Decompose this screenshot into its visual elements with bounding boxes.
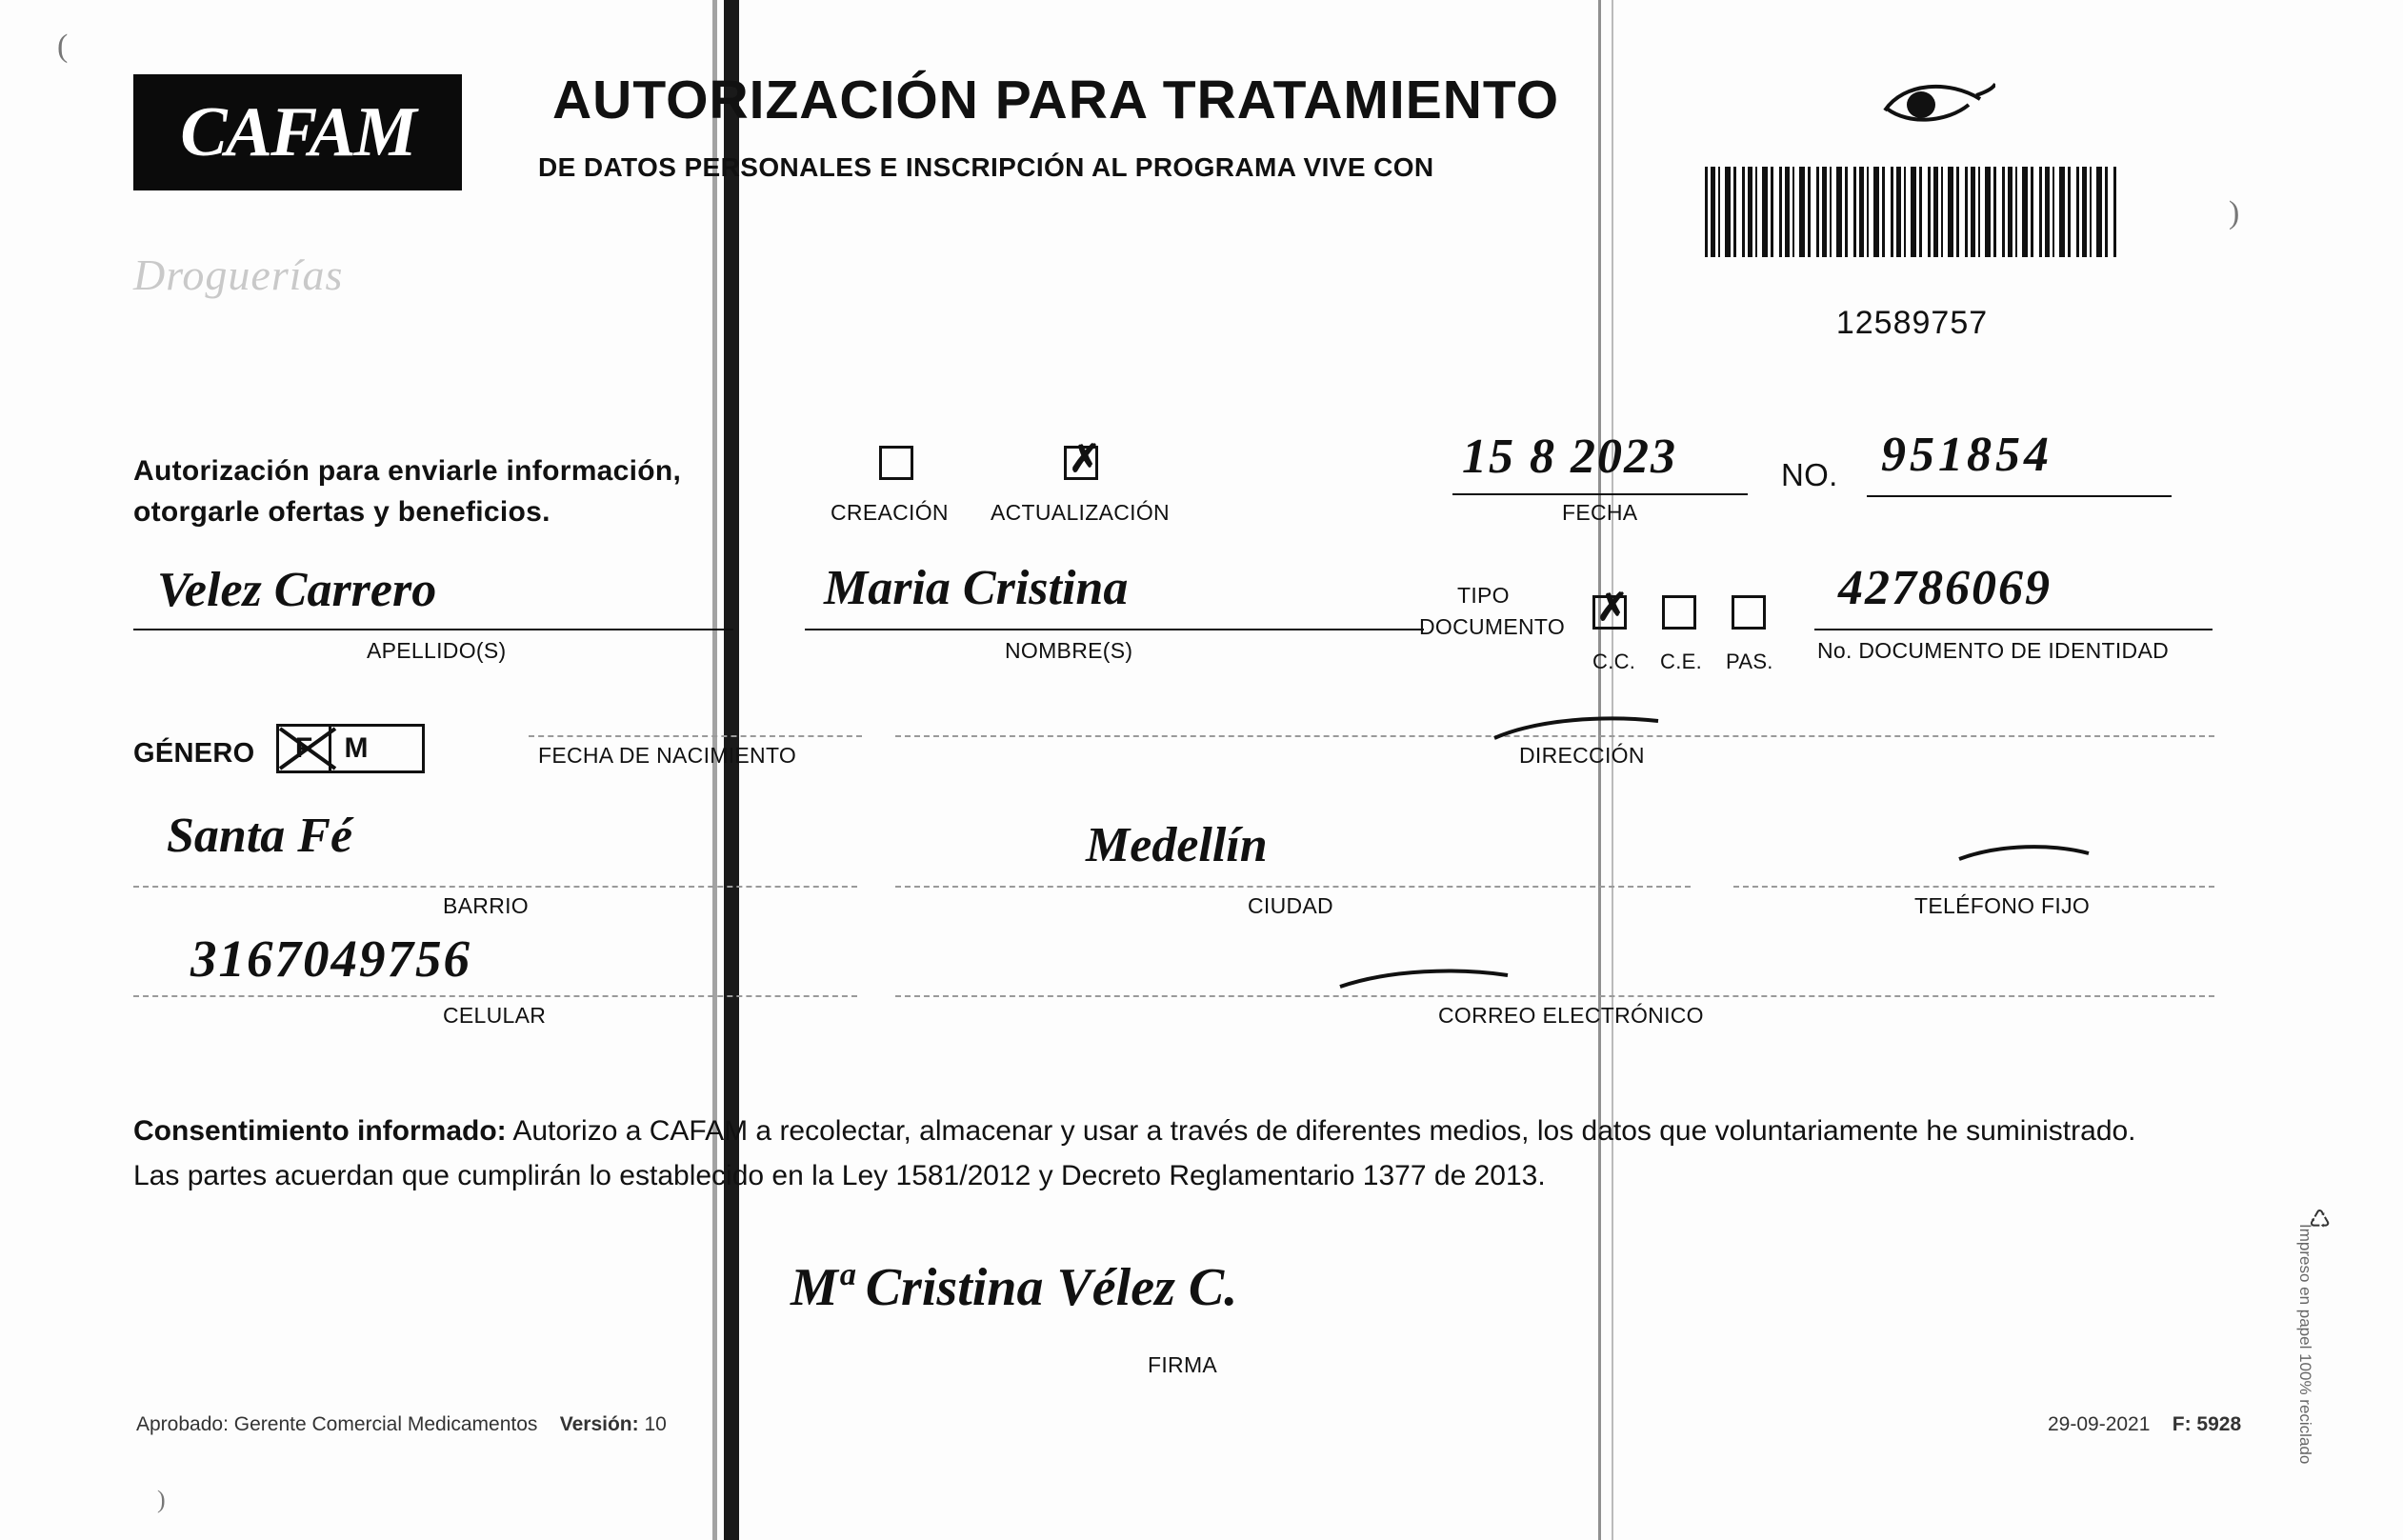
- label-celular: CELULAR: [443, 1003, 547, 1028]
- numero-value: 951854: [1881, 428, 2053, 482]
- label-fecha: FECHA: [1562, 500, 1638, 525]
- label-ciudad: CIUDAD: [1248, 893, 1333, 918]
- apellido-rule: [133, 629, 733, 630]
- label-correo: CORREO ELECTRÓNICO: [1438, 1003, 1704, 1028]
- footer-code: F: 5928: [2172, 1413, 2242, 1435]
- documento-value: 42786069: [1838, 561, 2052, 615]
- consent-heading: Consentimiento informado:: [133, 1115, 507, 1147]
- genero-option-m[interactable]: M: [344, 732, 369, 764]
- numero-rule: [1867, 495, 2172, 497]
- label-actualizacion: ACTUALIZACIÓN: [991, 500, 1170, 525]
- checkbox-pas[interactable]: [1732, 595, 1766, 630]
- footer-version-value: 10: [644, 1413, 667, 1435]
- footer-left: [136, 1413, 667, 1436]
- eye-doodle-icon: [1881, 76, 1995, 133]
- scan-artifact-band-thin: [712, 0, 717, 1540]
- page-title: AUTORIZACIÓN PARA TRATAMIENTO: [552, 70, 1560, 130]
- label-fecha-nacimiento: FECHA DE NACIMIENTO: [538, 743, 797, 768]
- label-pas: PAS.: [1726, 650, 1773, 673]
- recycle-icon: ♺: [2309, 1205, 2332, 1233]
- page-subtitle: DE DATOS PERSONALES E INSCRIPCIÓN AL PROGRAMA VIVE CON: [538, 152, 1434, 182]
- label-firma: FIRMA: [1148, 1352, 1218, 1377]
- label-ce: C.E.: [1660, 650, 1702, 673]
- footer-aprobado-value: Gerente Comercial Medicamentos: [233, 1413, 538, 1435]
- label-telefono-fijo: TELÉFONO FIJO: [1914, 893, 2091, 918]
- checkbox-actualizacion-mark: ✗: [1069, 438, 1101, 480]
- footer-date: 29-09-2021: [2048, 1413, 2151, 1435]
- cafam-logo-text: CAFAM: [180, 92, 415, 171]
- barcode-number: 12589757: [1835, 305, 1989, 341]
- barrio-value: Santa Fé: [167, 809, 353, 863]
- edge-mark-bottom: ): [157, 1486, 166, 1513]
- label-tipo-documento-line1: TIPO: [1457, 583, 1510, 608]
- correo-rule: [895, 995, 2214, 997]
- label-tipo-documento-line2: DOCUMENTO: [1419, 614, 1566, 639]
- consent-block: [133, 1110, 2257, 1198]
- cafam-logo-subtext: Droguerías: [133, 250, 344, 299]
- nombre-value: Maria Cristina: [824, 561, 1129, 615]
- cafam-logo: [133, 74, 462, 190]
- barcode: [1705, 167, 2119, 257]
- ciudad-value: Medellín: [1086, 818, 1268, 872]
- label-creacion: CREACIÓN: [831, 500, 949, 525]
- scan-artifact-line: [1598, 0, 1601, 1540]
- genero-f-mark: [274, 721, 349, 776]
- checkbox-ce[interactable]: [1662, 595, 1696, 630]
- direccion-strikethrough: [1491, 710, 1662, 748]
- ciudad-rule: [895, 886, 1691, 888]
- consent-text-2: Las partes acuerdan que cumplirán lo establecido en la Ley 1581/2012 y Decreto Reglamentario 1377 de 2013.: [133, 1159, 1546, 1191]
- apellido-value: Velez Carrero: [157, 563, 437, 617]
- fecha-value: 15 8 2023: [1462, 430, 1677, 484]
- authorization-intro-line1: Autorización para enviarle información,: [133, 455, 682, 487]
- footer-right: [2048, 1413, 2241, 1436]
- fecha-nacimiento-rule: [529, 735, 862, 737]
- checkbox-cc-mark: ✗: [1596, 587, 1629, 629]
- footer-side-note: Impreso en papel 100% reciclado: [2296, 1224, 2314, 1465]
- footer-aprobado-label: Aprobado:: [136, 1413, 229, 1435]
- label-barrio: BARRIO: [443, 893, 529, 918]
- signature-value: Mª Cristina Vélez C.: [791, 1258, 1238, 1317]
- scan-artifact-band: [724, 0, 739, 1540]
- telefono-fijo-rule: [1733, 886, 2214, 888]
- label-direccion: DIRECCIÓN: [1519, 743, 1645, 768]
- edge-mark-right: ): [2229, 195, 2240, 230]
- genero-option-f[interactable]: F: [294, 732, 313, 764]
- label-apellido: APELLIDO(S): [367, 638, 507, 663]
- consent-text-1: Autorizo a CAFAM a recolectar, almacenar y usar a través de diferentes medios, los datos que voluntariamente he suministrado.: [506, 1115, 2136, 1147]
- celular-value: 3167049756: [190, 930, 471, 988]
- authorization-intro-line2: otorgarle ofertas y beneficios.: [133, 496, 551, 528]
- documento-rule: [1814, 629, 2213, 630]
- edge-mark-top: (: [57, 29, 69, 64]
- label-numero: NO.: [1781, 457, 1838, 492]
- correo-strikethrough: [1338, 962, 1510, 995]
- telefono-strikethrough: [1957, 838, 2091, 871]
- footer-version-label: Versión:: [559, 1413, 639, 1435]
- checkbox-creacion[interactable]: [879, 446, 913, 480]
- celular-rule: [133, 995, 857, 997]
- scan-artifact-line-secondary: [1612, 0, 1613, 1540]
- barrio-rule: [133, 886, 857, 888]
- fecha-rule: [1452, 493, 1748, 495]
- label-nombre: NOMBRE(S): [1005, 638, 1133, 663]
- label-documento: No. DOCUMENTO DE IDENTIDAD: [1817, 638, 2170, 663]
- label-genero: GÉNERO: [133, 738, 255, 769]
- label-cc: C.C.: [1592, 650, 1636, 673]
- nombre-rule: [805, 629, 1424, 630]
